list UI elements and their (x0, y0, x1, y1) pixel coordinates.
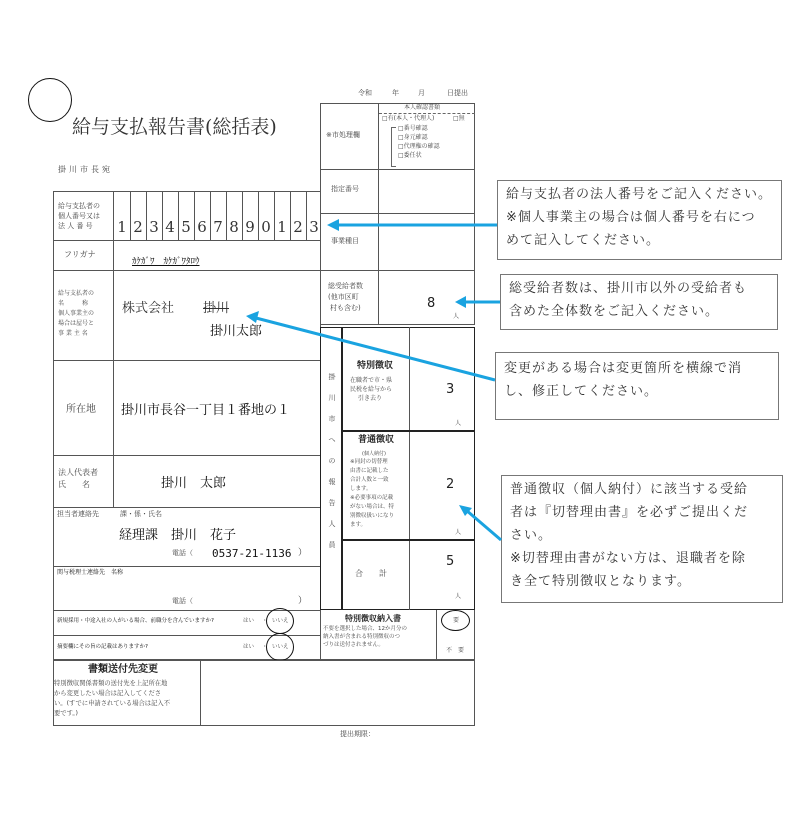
special-collection-unit: 人 (455, 420, 462, 427)
digit-2[interactable]: 2 (133, 218, 143, 236)
vertical-label-char: 川 (328, 394, 336, 402)
corporate-number-label-3: 法 人 番 号 (58, 222, 93, 230)
ordinary-collection-desc: 別徴収扱いになり (350, 513, 395, 519)
question-2-text: 摘要欄にその旨の記載はありますか? (57, 644, 148, 650)
total-staff-title: 合 計 (355, 569, 387, 578)
tax-accountant-label: 関与税理士連絡先 名称 (57, 569, 124, 576)
check-proxy[interactable]: □代理権の確認 (398, 143, 440, 150)
address-change-desc: 特別徴収関係書類の送付先を上記所在地 (54, 680, 168, 687)
question-2-sep: ・ (262, 644, 268, 650)
special-collection-desc-2: 民税を給与から (350, 386, 393, 393)
contact-sub-label: 課・係・氏名 (120, 510, 162, 518)
ordinary-collection-desc: (個人納付) (362, 451, 386, 457)
payment-slip-desc: 納入書が含まれる特別徴収のつ (323, 634, 401, 640)
question-1-yes[interactable]: はい (243, 618, 255, 624)
ordinary-collection-desc: ※同封の切替理 (350, 459, 388, 465)
address-change-title: 書類送付先変更 (88, 664, 158, 675)
question-2-yes[interactable]: はい (243, 644, 255, 650)
corporate-number-label-1: 給与支払者の (58, 202, 100, 210)
total-staff-value[interactable]: 5 (446, 554, 455, 569)
arrow-ordinary-collection (459, 505, 501, 540)
furigana-label: フリガナ (64, 250, 96, 259)
digit-12[interactable]: 2 (293, 218, 303, 236)
vertical-label-char: へ (328, 436, 336, 444)
date-month: 月 (418, 89, 425, 97)
vertical-label-char: 告 (328, 499, 336, 507)
vertical-label-char: 報 (328, 478, 336, 486)
payment-slip-title: 特別徴収納入書 (345, 614, 401, 623)
vertical-label-char: の (328, 457, 336, 465)
representative-label-1: 法人代表者 (58, 468, 98, 477)
address-change-desc: 要です。) (54, 710, 78, 717)
name-correction[interactable]: 掛川太郎 (210, 324, 263, 339)
ordinary-collection-desc: します。 (350, 486, 372, 492)
representative-label-2: 氏 名 (58, 480, 90, 489)
contact-value[interactable]: 経理課 掛川 花子 (119, 528, 237, 543)
designated-number-label: 指定番号 (331, 185, 359, 193)
addressee: 掛川市長宛 (58, 165, 113, 174)
business-type-label: 事業種目 (331, 237, 359, 245)
digit-6[interactable]: 6 (197, 218, 207, 236)
city-processing-label: ※市処理欄 (326, 131, 360, 139)
question-1-sep: ・ (262, 618, 268, 624)
tax-accountant-phone-label: 電話（ (172, 597, 193, 605)
special-collection-value[interactable]: 3 (446, 382, 455, 397)
ordinary-collection-desc: がない場合は、特 (350, 504, 395, 510)
ordinary-collection-desc: ※必要事項の記載 (350, 495, 394, 501)
payment-slip-need[interactable]: 要 (453, 617, 460, 624)
address-change-desc: い。(すでに申請されている場合は記入不 (54, 700, 170, 707)
callout-total-recipients: 総受給者数は、掛川市以外の受給者も 含めた全体数をご記入ください。 (500, 274, 778, 330)
address-label: 所在地 (66, 404, 96, 415)
callout-corporate-number: 給与支払者の法人番号をご記入ください。 ※個人事業主の場合は個人番号を右につ めて記入してください。 (497, 180, 782, 260)
total-staff-unit: 人 (455, 593, 462, 600)
name-label-4: 場合は屋号と (58, 320, 95, 327)
special-collection-title: 特別徴収 (357, 361, 394, 371)
arrow-total-recipients (455, 296, 500, 308)
question-1-no[interactable]: いいえ (272, 618, 289, 624)
address-change-desc: から変更したい場合は記入してくださ (54, 690, 162, 697)
name-label-2: 名 称 (58, 300, 89, 307)
digit-5[interactable]: 5 (181, 218, 191, 236)
ordinary-collection-desc: 由書に記載した (350, 468, 389, 474)
callout-correction: 変更がある場合は変更箇所を横線で消 し、修正してください。 (495, 352, 779, 420)
vertical-label-char: 員 (328, 541, 336, 549)
question-2-no[interactable]: いいえ (272, 644, 289, 650)
payment-slip-not-need[interactable]: 不 要 (446, 647, 465, 654)
question-1-text: 新規採用・中途入社の人がいる場合、前職分を含んでいますか? (57, 618, 214, 624)
id-doc-option-yes[interactable]: □有(本人・代理人) (382, 115, 435, 122)
representative-value[interactable]: 掛川 太郎 (161, 476, 227, 491)
total-recipients-label-1: 総受給者数 (328, 282, 363, 290)
digit-11[interactable]: 1 (277, 218, 287, 236)
ordinary-collection-title: 普通徴収 (358, 435, 395, 445)
digit-4[interactable]: 4 (165, 218, 175, 236)
name-label-1: 給与支払者の (58, 290, 95, 297)
name-label-5: 事 業 主 名 (58, 330, 88, 337)
date-submitted: 日提出 (447, 89, 468, 97)
vertical-label-char: 人 (328, 520, 336, 528)
corporate-number-label-2: 個人番号又は (58, 212, 100, 220)
contact-phone-label: 電話（ (172, 549, 193, 557)
ordinary-collection-desc: 合計人数と一致 (350, 477, 389, 483)
digit-7[interactable]: 7 (213, 218, 223, 236)
id-doc-option-no[interactable]: □無 (453, 115, 465, 122)
check-mandate[interactable]: □委任状 (398, 152, 422, 159)
vertical-label-char: 掛 (328, 373, 336, 381)
payment-slip-desc: 不要を選択した場合、12か月分の (323, 626, 407, 632)
ordinary-collection-desc: ます。 (350, 522, 367, 528)
deadline-label: 提出期限： (340, 730, 375, 738)
contact-phone-close: ） (298, 548, 308, 558)
ordinary-collection-unit: 人 (455, 529, 462, 536)
contact-phone-value[interactable]: 0537-21-1136 (212, 547, 292, 560)
total-recipients-unit: 人 (453, 313, 460, 320)
special-collection-desc-3: 引き去り (358, 395, 383, 402)
digit-3[interactable]: 3 (149, 218, 159, 236)
arrow-correction (246, 311, 495, 380)
total-recipients-label-2: (他市区町 (328, 293, 359, 301)
digit-8[interactable]: 8 (229, 218, 239, 236)
callout-ordinary-collection: 普通徴収（個人納付）に該当する受給 者は『切替理由書』を必ずご提出くだ さい。 ※切替理由書がない方は、退職者を除 き全て特別徴収となります。 (501, 475, 783, 603)
furigana-value[interactable]: ｶｹｶﾞﾜ ｶｹｶﾞﾜﾀﾛｳ (132, 257, 200, 267)
total-recipients-label-3: 村も含む) (330, 304, 361, 312)
special-collection-desc-1: 在職者で市・県 (350, 377, 393, 384)
payment-slip-desc: づりは送付されません。 (323, 642, 384, 648)
date-era: 令和 (358, 89, 372, 97)
vertical-label-char: 市 (328, 415, 336, 423)
arrow-corporate-number (327, 219, 497, 231)
id-document-header: 本人確認書類 (404, 104, 441, 111)
total-recipients-value[interactable]: 8 (427, 296, 436, 311)
digit-13[interactable]: 3 (309, 218, 319, 236)
name-value[interactable]: 株式会社 (122, 301, 175, 316)
address-value[interactable]: 掛川市長谷一丁目１番地の１ (121, 403, 291, 418)
digit-9[interactable]: 9 (245, 218, 255, 236)
contact-label: 担当者連絡先 (57, 510, 99, 518)
name-label-3: 個人事業主の (58, 310, 95, 317)
check-number[interactable]: □番号確認 (398, 125, 428, 132)
digit-10[interactable]: 0 (261, 218, 271, 236)
tax-accountant-phone-close: ） (298, 596, 308, 606)
check-identity[interactable]: □身元確認 (398, 134, 428, 141)
ordinary-collection-value[interactable]: 2 (446, 477, 455, 492)
form-title: 給与支払報告書(総括表) (72, 116, 277, 138)
name-struck-text: 掛川 (203, 301, 230, 316)
date-year: 年 (392, 89, 399, 97)
digit-1[interactable]: 1 (117, 218, 127, 236)
